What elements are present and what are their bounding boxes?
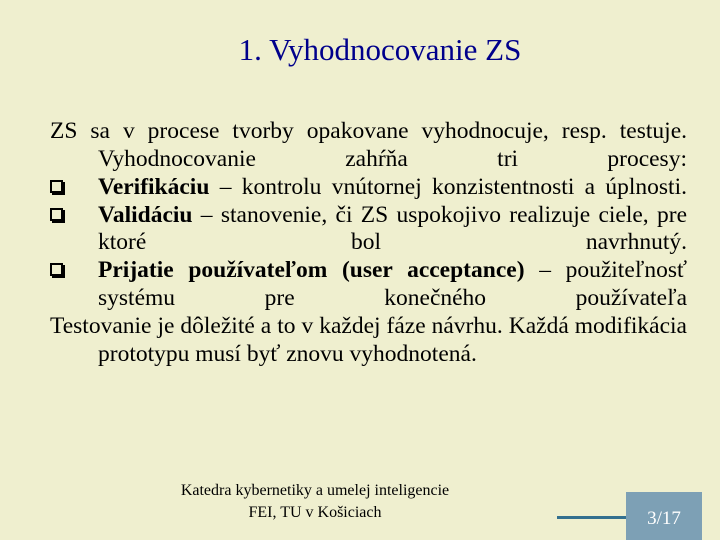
checkbox-square-icon bbox=[50, 263, 63, 276]
bullet-item-acceptance bbox=[50, 257, 687, 313]
footer-line-1: Katedra kybernetiky a umelej inteligencie bbox=[180, 482, 450, 499]
bullet-item-validation bbox=[50, 202, 687, 258]
checkbox-square-icon bbox=[50, 180, 63, 193]
footer-line-2: FEI, TU v Košiciach bbox=[248, 503, 382, 521]
intro-paragraph: ZS sa v procese tvorby opakovane vyhodnocuje, resp. testuje. Vyhodnocovanie zahŕňa tri procesy: bbox=[50, 118, 687, 172]
bullet-item-verification bbox=[50, 174, 687, 202]
slide-title: 1. Vyhodnocovanie ZS bbox=[238, 32, 522, 67]
closing-paragraph: Testovanie je dôležité a to v každej fáze návrhu. Každá modifikácia prototypu musí byť znovu vyhodnotená. bbox=[50, 312, 687, 367]
bullet-text: – kontrolu vnútornej konzistentnosti a úplnosti. bbox=[209, 173, 687, 200]
bullet-text: – stanovenie, či ZS uspokojivo realizuje ciele, pre ktoré bol navrhnutý. bbox=[98, 201, 687, 256]
slide-body bbox=[50, 118, 687, 369]
footer-institution bbox=[140, 480, 490, 523]
bullet-term: Prijatie používateľom (user acceptance) bbox=[98, 257, 525, 284]
footer-divider bbox=[557, 516, 627, 519]
page-number: 3/17 bbox=[626, 492, 702, 540]
bullet-text: – použiteľnosť systému pre konečného používateľa bbox=[98, 257, 688, 312]
bullet-term: Verifikáciu bbox=[98, 173, 210, 200]
checkbox-square-icon bbox=[50, 208, 63, 221]
bullet-term: Validáciu bbox=[98, 201, 193, 228]
